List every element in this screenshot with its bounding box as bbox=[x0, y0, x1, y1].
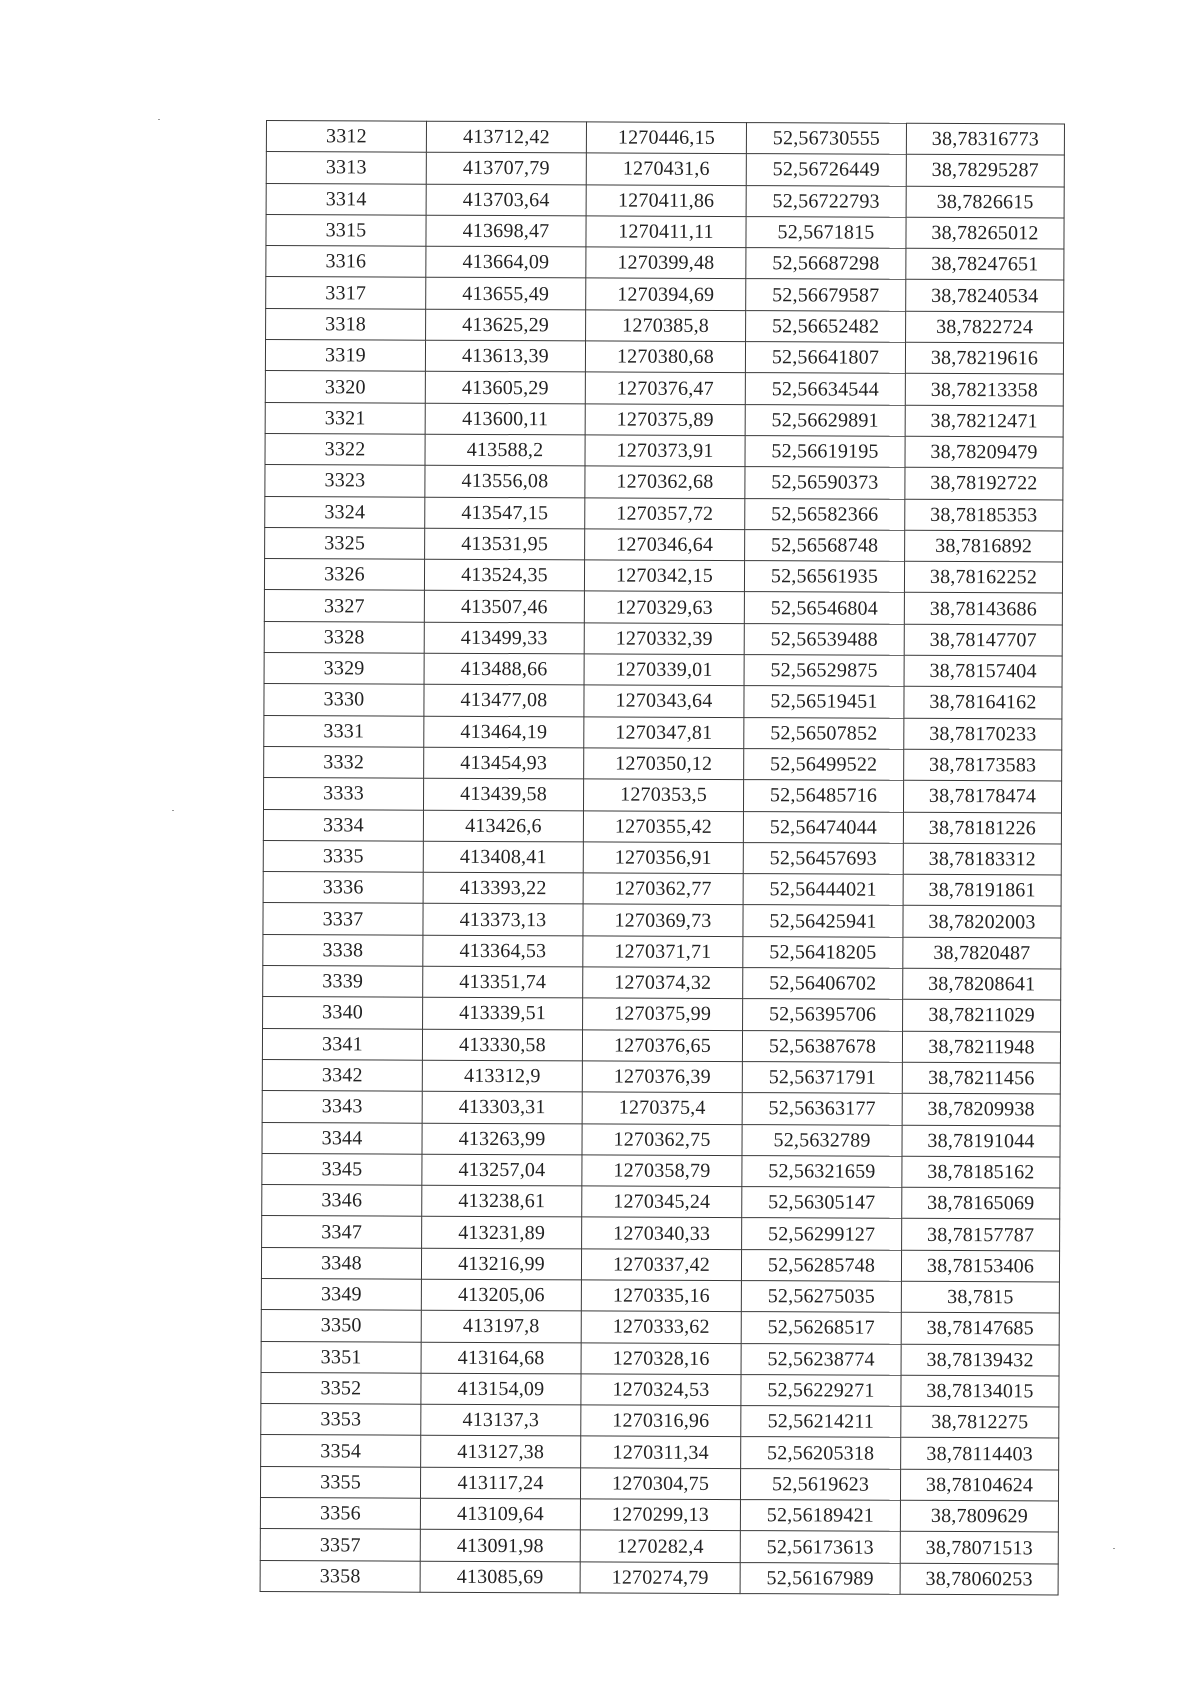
longitude-cell: 38,78213358 bbox=[905, 374, 1063, 406]
longitude-cell: 38,7822724 bbox=[906, 311, 1064, 343]
y-coordinate-cell: 1270332,39 bbox=[584, 623, 744, 655]
longitude-cell: 38,78219616 bbox=[905, 342, 1063, 374]
y-coordinate-cell: 1270411,86 bbox=[586, 184, 746, 216]
point-number-cell: 3324 bbox=[265, 496, 425, 528]
table-row bbox=[261, 1310, 1059, 1345]
longitude-cell: 38,78143686 bbox=[904, 593, 1062, 625]
x-coordinate-cell: 413263,99 bbox=[422, 1123, 582, 1155]
table-row bbox=[261, 1372, 1059, 1407]
latitude-cell: 52,56641807 bbox=[745, 342, 905, 374]
longitude-cell: 38,78316773 bbox=[906, 123, 1064, 155]
y-coordinate-cell: 1270375,4 bbox=[582, 1092, 742, 1124]
table-row bbox=[261, 1341, 1059, 1376]
x-coordinate-cell: 413330,58 bbox=[422, 1029, 582, 1061]
y-coordinate-cell: 1270304,75 bbox=[580, 1468, 740, 1500]
longitude-cell: 38,78209479 bbox=[905, 436, 1063, 468]
table-row bbox=[262, 1185, 1060, 1220]
longitude-cell: 38,7812275 bbox=[901, 1406, 1059, 1438]
latitude-cell: 52,5619623 bbox=[740, 1468, 900, 1500]
x-coordinate-cell: 413216,99 bbox=[421, 1248, 581, 1280]
table-row bbox=[261, 1404, 1059, 1439]
y-coordinate-cell: 1270299,13 bbox=[580, 1499, 740, 1531]
point-number-cell: 3355 bbox=[260, 1466, 420, 1498]
table-row bbox=[261, 1278, 1059, 1313]
point-number-cell: 3335 bbox=[263, 840, 423, 872]
y-coordinate-cell: 1270373,91 bbox=[585, 435, 745, 467]
latitude-cell: 52,56687298 bbox=[746, 248, 906, 280]
latitude-cell: 52,56568748 bbox=[745, 529, 905, 561]
table-row bbox=[263, 840, 1061, 875]
x-coordinate-cell: 413712,42 bbox=[426, 121, 586, 153]
longitude-cell: 38,78071513 bbox=[900, 1532, 1058, 1564]
latitude-cell: 52,56444021 bbox=[743, 874, 903, 906]
y-coordinate-cell: 1270385,8 bbox=[586, 310, 746, 342]
longitude-cell: 38,78060253 bbox=[900, 1563, 1058, 1595]
longitude-cell: 38,7826615 bbox=[906, 186, 1064, 218]
point-number-cell: 3333 bbox=[263, 778, 423, 810]
latitude-cell: 52,56499522 bbox=[744, 749, 904, 781]
x-coordinate-cell: 413117,24 bbox=[420, 1467, 580, 1499]
latitude-cell: 52,56679587 bbox=[746, 279, 906, 311]
y-coordinate-cell: 1270340,33 bbox=[582, 1217, 742, 1249]
y-coordinate-cell: 1270399,48 bbox=[586, 247, 746, 279]
table-row bbox=[265, 340, 1063, 375]
longitude-cell: 38,78173583 bbox=[904, 749, 1062, 781]
table-row bbox=[262, 1059, 1060, 1094]
longitude-cell: 38,7816892 bbox=[905, 530, 1063, 562]
latitude-cell: 52,56275035 bbox=[741, 1281, 901, 1313]
y-coordinate-cell: 1270350,12 bbox=[584, 748, 744, 780]
point-number-cell: 3343 bbox=[262, 1091, 422, 1123]
table-row bbox=[262, 1153, 1060, 1188]
x-coordinate-cell: 413238,61 bbox=[422, 1185, 582, 1217]
latitude-cell: 52,56561935 bbox=[744, 561, 904, 593]
point-number-cell: 3312 bbox=[266, 121, 426, 153]
table-row bbox=[265, 371, 1063, 406]
table-row bbox=[262, 1122, 1060, 1157]
x-coordinate-cell: 413426,6 bbox=[423, 810, 583, 842]
longitude-cell: 38,78139432 bbox=[901, 1344, 1059, 1376]
longitude-cell: 38,78157787 bbox=[902, 1219, 1060, 1251]
y-coordinate-cell: 1270376,47 bbox=[585, 372, 745, 404]
y-coordinate-cell: 1270362,75 bbox=[582, 1123, 742, 1155]
table-row bbox=[264, 590, 1062, 625]
table-row bbox=[261, 1247, 1059, 1282]
table-row bbox=[264, 621, 1062, 656]
x-coordinate-cell: 413154,09 bbox=[421, 1373, 581, 1405]
x-coordinate-cell: 413605,29 bbox=[425, 372, 585, 404]
latitude-cell: 52,56634544 bbox=[745, 373, 905, 405]
x-coordinate-cell: 413339,51 bbox=[423, 998, 583, 1030]
y-coordinate-cell: 1270431,6 bbox=[586, 153, 746, 185]
x-coordinate-cell: 413547,15 bbox=[425, 497, 585, 529]
table-row bbox=[266, 246, 1064, 281]
y-coordinate-cell: 1270324,53 bbox=[581, 1374, 741, 1406]
longitude-cell: 38,78104624 bbox=[900, 1469, 1058, 1501]
table-row bbox=[264, 684, 1062, 719]
table-row bbox=[265, 433, 1063, 468]
x-coordinate-cell: 413439,58 bbox=[423, 778, 583, 810]
y-coordinate-cell: 1270342,15 bbox=[584, 560, 744, 592]
table-row bbox=[266, 277, 1064, 312]
point-number-cell: 3325 bbox=[265, 527, 425, 559]
x-coordinate-cell: 413707,79 bbox=[426, 152, 586, 184]
x-coordinate-cell: 413393,22 bbox=[423, 872, 583, 904]
latitude-cell: 52,56238774 bbox=[741, 1343, 901, 1375]
latitude-cell: 52,56529875 bbox=[744, 655, 904, 687]
table-row bbox=[265, 496, 1063, 531]
latitude-cell: 52,56229271 bbox=[741, 1374, 901, 1406]
point-number-cell: 3320 bbox=[265, 371, 425, 403]
table-row bbox=[262, 1216, 1060, 1251]
x-coordinate-cell: 413137,3 bbox=[421, 1404, 581, 1436]
table-row bbox=[266, 214, 1064, 249]
table-row bbox=[260, 1529, 1058, 1564]
point-number-cell: 3342 bbox=[262, 1059, 422, 1091]
scan-speck bbox=[1113, 1548, 1115, 1549]
y-coordinate-cell: 1270355,42 bbox=[583, 810, 743, 842]
latitude-cell: 52,56546804 bbox=[744, 592, 904, 624]
point-number-cell: 3323 bbox=[265, 465, 425, 497]
x-coordinate-cell: 413499,33 bbox=[424, 622, 584, 654]
longitude-cell: 38,78202003 bbox=[903, 906, 1061, 938]
table-row bbox=[266, 152, 1064, 187]
latitude-cell: 52,56519451 bbox=[744, 686, 904, 718]
y-coordinate-cell: 1270347,81 bbox=[584, 717, 744, 749]
latitude-cell: 52,56652482 bbox=[746, 310, 906, 342]
point-number-cell: 3329 bbox=[264, 653, 424, 685]
table-row bbox=[266, 183, 1064, 218]
longitude-cell: 38,78295287 bbox=[906, 155, 1064, 187]
point-number-cell: 3349 bbox=[261, 1278, 421, 1310]
x-coordinate-cell: 413531,95 bbox=[425, 528, 585, 560]
x-coordinate-cell: 413257,04 bbox=[422, 1154, 582, 1186]
point-number-cell: 3352 bbox=[261, 1372, 421, 1404]
y-coordinate-cell: 1270376,39 bbox=[582, 1061, 742, 1093]
point-number-cell: 3348 bbox=[261, 1247, 421, 1279]
x-coordinate-cell: 413091,98 bbox=[420, 1530, 580, 1562]
table-row bbox=[265, 465, 1063, 500]
table-row bbox=[262, 1091, 1060, 1126]
x-coordinate-cell: 413351,74 bbox=[423, 966, 583, 998]
x-coordinate-cell: 413507,46 bbox=[424, 591, 584, 623]
latitude-cell: 52,56321659 bbox=[742, 1155, 902, 1187]
y-coordinate-cell: 1270329,63 bbox=[584, 591, 744, 623]
y-coordinate-cell: 1270380,68 bbox=[585, 341, 745, 373]
longitude-cell: 38,78191861 bbox=[903, 874, 1061, 906]
x-coordinate-cell: 413454,93 bbox=[424, 747, 584, 779]
longitude-cell: 38,78170233 bbox=[904, 718, 1062, 750]
latitude-cell: 52,56722793 bbox=[746, 185, 906, 217]
x-coordinate-cell: 413600,11 bbox=[425, 403, 585, 435]
x-coordinate-cell: 413664,09 bbox=[426, 246, 586, 278]
point-number-cell: 3336 bbox=[263, 872, 423, 904]
latitude-cell: 52,56730555 bbox=[746, 123, 906, 155]
x-coordinate-cell: 413703,64 bbox=[426, 184, 586, 216]
table-row bbox=[266, 308, 1064, 343]
point-number-cell: 3327 bbox=[264, 590, 424, 622]
longitude-cell: 38,78211456 bbox=[902, 1062, 1060, 1094]
point-number-cell: 3321 bbox=[265, 402, 425, 434]
x-coordinate-cell: 413197,8 bbox=[421, 1310, 581, 1342]
y-coordinate-cell: 1270311,34 bbox=[581, 1436, 741, 1468]
longitude-cell: 38,78240534 bbox=[906, 280, 1064, 312]
y-coordinate-cell: 1270356,91 bbox=[583, 842, 743, 874]
latitude-cell: 52,5632789 bbox=[742, 1124, 902, 1156]
longitude-cell: 38,78211948 bbox=[902, 1031, 1060, 1063]
x-coordinate-cell: 413625,29 bbox=[426, 309, 586, 341]
latitude-cell: 52,56726449 bbox=[746, 154, 906, 186]
scan-speck bbox=[158, 119, 160, 120]
point-number-cell: 3340 bbox=[263, 997, 423, 1029]
latitude-cell: 52,56167989 bbox=[740, 1562, 900, 1594]
x-coordinate-cell: 413588,2 bbox=[425, 434, 585, 466]
point-number-cell: 3341 bbox=[262, 1028, 422, 1060]
x-coordinate-cell: 413477,08 bbox=[424, 685, 584, 717]
point-number-cell: 3339 bbox=[263, 966, 423, 998]
table-row bbox=[260, 1466, 1058, 1501]
y-coordinate-cell: 1270369,73 bbox=[583, 904, 743, 936]
latitude-cell: 52,56205318 bbox=[741, 1437, 901, 1469]
point-number-cell: 3353 bbox=[261, 1404, 421, 1436]
y-coordinate-cell: 1270376,65 bbox=[582, 1029, 742, 1061]
y-coordinate-cell: 1270339,01 bbox=[584, 654, 744, 686]
x-coordinate-cell: 413164,68 bbox=[421, 1342, 581, 1374]
point-number-cell: 3330 bbox=[264, 684, 424, 716]
y-coordinate-cell: 1270362,77 bbox=[583, 873, 743, 905]
table-row bbox=[264, 715, 1062, 750]
point-number-cell: 3331 bbox=[264, 715, 424, 747]
point-number-cell: 3350 bbox=[261, 1310, 421, 1342]
point-number-cell: 3345 bbox=[262, 1153, 422, 1185]
point-number-cell: 3354 bbox=[261, 1435, 421, 1467]
table-row bbox=[266, 121, 1064, 156]
y-coordinate-cell: 1270274,79 bbox=[580, 1562, 740, 1594]
latitude-cell: 52,56629891 bbox=[745, 404, 905, 436]
table-row bbox=[264, 559, 1062, 594]
point-number-cell: 3315 bbox=[266, 214, 426, 246]
longitude-cell: 38,78247651 bbox=[906, 248, 1064, 280]
point-number-cell: 3319 bbox=[265, 340, 425, 372]
longitude-cell: 38,7820487 bbox=[903, 937, 1061, 969]
latitude-cell: 52,56474044 bbox=[743, 811, 903, 843]
latitude-cell: 52,56590373 bbox=[745, 467, 905, 499]
latitude-cell: 52,56539488 bbox=[744, 623, 904, 655]
latitude-cell: 52,56619195 bbox=[745, 436, 905, 468]
latitude-cell: 52,56363177 bbox=[742, 1093, 902, 1125]
x-coordinate-cell: 413408,41 bbox=[423, 841, 583, 873]
latitude-cell: 52,56507852 bbox=[744, 717, 904, 749]
point-number-cell: 3358 bbox=[260, 1560, 420, 1592]
x-coordinate-cell: 413698,47 bbox=[426, 215, 586, 247]
longitude-cell: 38,7815 bbox=[901, 1281, 1059, 1313]
x-coordinate-cell: 413127,38 bbox=[421, 1436, 581, 1468]
scan-speck bbox=[172, 810, 174, 811]
latitude-cell: 52,56582366 bbox=[745, 498, 905, 530]
latitude-cell: 52,56173613 bbox=[740, 1531, 900, 1563]
latitude-cell: 52,56387678 bbox=[742, 1030, 902, 1062]
y-coordinate-cell: 1270394,69 bbox=[586, 278, 746, 310]
x-coordinate-cell: 413205,06 bbox=[421, 1279, 581, 1311]
x-coordinate-cell: 413524,35 bbox=[424, 559, 584, 591]
y-coordinate-cell: 1270346,64 bbox=[585, 529, 745, 561]
latitude-cell: 52,56305147 bbox=[742, 1187, 902, 1219]
y-coordinate-cell: 1270316,96 bbox=[581, 1405, 741, 1437]
longitude-cell: 38,78114403 bbox=[901, 1438, 1059, 1470]
latitude-cell: 52,56457693 bbox=[743, 842, 903, 874]
y-coordinate-cell: 1270343,64 bbox=[584, 685, 744, 717]
x-coordinate-cell: 413556,08 bbox=[425, 465, 585, 497]
table-row bbox=[265, 527, 1063, 562]
longitude-cell: 38,78157404 bbox=[904, 655, 1062, 687]
point-number-cell: 3318 bbox=[266, 308, 426, 340]
coordinates-table bbox=[260, 120, 1065, 1595]
point-number-cell: 3326 bbox=[264, 559, 424, 591]
x-coordinate-cell: 413373,13 bbox=[423, 904, 583, 936]
longitude-cell: 38,78208641 bbox=[903, 968, 1061, 1000]
x-coordinate-cell: 413488,66 bbox=[424, 653, 584, 685]
latitude-cell: 52,56189421 bbox=[740, 1500, 900, 1532]
latitude-cell: 52,56418205 bbox=[743, 936, 903, 968]
y-coordinate-cell: 1270328,16 bbox=[581, 1342, 741, 1374]
point-number-cell: 3351 bbox=[261, 1341, 421, 1373]
y-coordinate-cell: 1270333,62 bbox=[581, 1311, 741, 1343]
point-number-cell: 3337 bbox=[263, 903, 423, 935]
table-row bbox=[263, 997, 1061, 1032]
table-row bbox=[264, 746, 1062, 781]
longitude-cell: 38,78212471 bbox=[905, 405, 1063, 437]
y-coordinate-cell: 1270375,99 bbox=[583, 998, 743, 1030]
table-row bbox=[263, 903, 1061, 938]
longitude-cell: 38,78162252 bbox=[904, 561, 1062, 593]
table-row bbox=[263, 778, 1061, 813]
point-number-cell: 3332 bbox=[264, 746, 424, 778]
table-row bbox=[263, 934, 1061, 969]
point-number-cell: 3356 bbox=[260, 1498, 420, 1530]
longitude-cell: 38,78183312 bbox=[903, 843, 1061, 875]
longitude-cell: 38,78181226 bbox=[903, 812, 1061, 844]
latitude-cell: 52,56406702 bbox=[743, 968, 903, 1000]
y-coordinate-cell: 1270353,5 bbox=[583, 779, 743, 811]
latitude-cell: 52,5671815 bbox=[746, 216, 906, 248]
table-row bbox=[263, 809, 1061, 844]
x-coordinate-cell: 413303,31 bbox=[422, 1091, 582, 1123]
y-coordinate-cell: 1270411,11 bbox=[586, 216, 746, 248]
point-number-cell: 3357 bbox=[260, 1529, 420, 1561]
y-coordinate-cell: 1270358,79 bbox=[582, 1155, 742, 1187]
longitude-cell: 38,78134015 bbox=[901, 1375, 1059, 1407]
point-number-cell: 3344 bbox=[262, 1122, 422, 1154]
point-number-cell: 3316 bbox=[266, 246, 426, 278]
point-number-cell: 3314 bbox=[266, 183, 426, 215]
x-coordinate-cell: 413464,19 bbox=[424, 716, 584, 748]
longitude-cell: 38,78191044 bbox=[902, 1125, 1060, 1157]
y-coordinate-cell: 1270446,15 bbox=[586, 122, 746, 154]
longitude-cell: 38,78164162 bbox=[904, 687, 1062, 719]
latitude-cell: 52,56425941 bbox=[743, 905, 903, 937]
coordinates-table-body bbox=[260, 121, 1064, 1595]
x-coordinate-cell: 413613,39 bbox=[425, 340, 585, 372]
point-number-cell: 3338 bbox=[263, 934, 423, 966]
latitude-cell: 52,56214211 bbox=[741, 1406, 901, 1438]
table-row bbox=[262, 1028, 1060, 1063]
y-coordinate-cell: 1270337,42 bbox=[581, 1249, 741, 1281]
y-coordinate-cell: 1270282,4 bbox=[580, 1530, 740, 1562]
point-number-cell: 3313 bbox=[266, 152, 426, 184]
y-coordinate-cell: 1270362,68 bbox=[585, 466, 745, 498]
latitude-cell: 52,56285748 bbox=[741, 1249, 901, 1281]
table-row bbox=[260, 1560, 1058, 1595]
point-number-cell: 3322 bbox=[265, 433, 425, 465]
longitude-cell: 38,78192722 bbox=[905, 468, 1063, 500]
table-row bbox=[263, 872, 1061, 907]
longitude-cell: 38,78265012 bbox=[906, 217, 1064, 249]
table-row bbox=[265, 402, 1063, 437]
longitude-cell: 38,78153406 bbox=[901, 1250, 1059, 1282]
y-coordinate-cell: 1270371,71 bbox=[583, 936, 743, 968]
latitude-cell: 52,56371791 bbox=[742, 1061, 902, 1093]
y-coordinate-cell: 1270345,24 bbox=[582, 1186, 742, 1218]
longitude-cell: 38,78147707 bbox=[904, 624, 1062, 656]
y-coordinate-cell: 1270335,16 bbox=[581, 1280, 741, 1312]
latitude-cell: 52,56299127 bbox=[742, 1218, 902, 1250]
latitude-cell: 52,56485716 bbox=[743, 780, 903, 812]
x-coordinate-cell: 413109,64 bbox=[420, 1498, 580, 1530]
x-coordinate-cell: 413085,69 bbox=[420, 1561, 580, 1593]
point-number-cell: 3346 bbox=[262, 1185, 422, 1217]
y-coordinate-cell: 1270375,89 bbox=[585, 404, 745, 436]
table-row bbox=[261, 1435, 1059, 1470]
point-number-cell: 3328 bbox=[264, 621, 424, 653]
point-number-cell: 3317 bbox=[266, 277, 426, 309]
x-coordinate-cell: 413655,49 bbox=[426, 278, 586, 310]
y-coordinate-cell: 1270374,32 bbox=[583, 967, 743, 999]
longitude-cell: 38,78211029 bbox=[903, 1000, 1061, 1032]
x-coordinate-cell: 413312,9 bbox=[422, 1060, 582, 1092]
x-coordinate-cell: 413364,53 bbox=[423, 935, 583, 967]
longitude-cell: 38,78147685 bbox=[901, 1313, 1059, 1345]
longitude-cell: 38,78178474 bbox=[903, 781, 1061, 813]
longitude-cell: 38,78185353 bbox=[905, 499, 1063, 531]
table-row bbox=[263, 966, 1061, 1001]
longitude-cell: 38,78209938 bbox=[902, 1093, 1060, 1125]
longitude-cell: 38,78165069 bbox=[902, 1187, 1060, 1219]
table-row bbox=[260, 1498, 1058, 1533]
point-number-cell: 3334 bbox=[263, 809, 423, 841]
longitude-cell: 38,78185162 bbox=[902, 1156, 1060, 1188]
longitude-cell: 38,7809629 bbox=[900, 1500, 1058, 1532]
x-coordinate-cell: 413231,89 bbox=[422, 1217, 582, 1249]
latitude-cell: 52,56268517 bbox=[741, 1312, 901, 1344]
latitude-cell: 52,56395706 bbox=[743, 999, 903, 1031]
y-coordinate-cell: 1270357,72 bbox=[585, 497, 745, 529]
point-number-cell: 3347 bbox=[262, 1216, 422, 1248]
table-row bbox=[264, 653, 1062, 688]
